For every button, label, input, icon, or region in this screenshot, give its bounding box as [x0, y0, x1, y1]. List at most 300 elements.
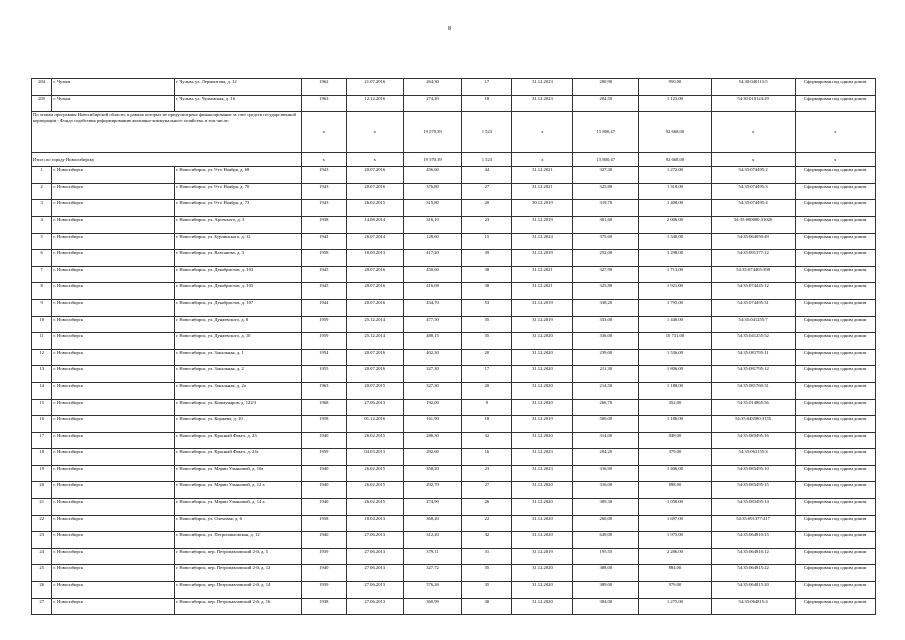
table-row — [32, 95, 876, 112]
cell: 1 523 — [462, 153, 512, 167]
row-cadastral-number: 54:35:083495:14 — [711, 499, 795, 516]
row-residents: 15 — [462, 233, 512, 250]
row-land-status: Сформирован под одним домом — [795, 200, 875, 217]
row-date: 12.12.2016 — [346, 95, 403, 112]
row-address: г. Чулым, ул. Чулымская, д. 16 — [174, 95, 301, 112]
row-land-area: 1 406,00 — [639, 465, 712, 482]
row-date: 27.06.2013 — [346, 582, 403, 599]
row-plan-date: 31.12.2021 — [512, 283, 573, 300]
row-date: 20.07.2016 — [346, 167, 403, 184]
row-number: 12 — [32, 349, 52, 366]
row-cadastral-number: 54:35:064815:20 — [711, 582, 795, 599]
row-number: 2 — [32, 183, 52, 200]
row-area-2: 319,70 — [573, 200, 639, 217]
row-plan-date: 31.12.2023 — [512, 95, 573, 112]
row-area: 192,00 — [403, 399, 462, 416]
cell: 15 800,47 — [573, 112, 639, 153]
row-number: 21 — [32, 499, 52, 516]
table-row — [32, 316, 876, 333]
housing-register-table — [31, 78, 876, 615]
row-area: 292,60 — [403, 449, 462, 466]
table-row — [32, 482, 876, 499]
row-land-area: 1 921,00 — [639, 283, 712, 300]
row-area-2: 327,30 — [573, 167, 639, 184]
row-address: г. Новосибирск, ул. 9-го Ноября, д. 70 — [174, 183, 301, 200]
row-year: 1940 — [301, 465, 346, 482]
row-city: г. Новосибирск — [52, 200, 174, 217]
city-total-row — [32, 153, 876, 167]
row-city: г. Новосибирск — [52, 582, 174, 599]
row-land-status: Сформирован под одним домом — [795, 598, 875, 615]
row-city: г. Чулым — [52, 79, 174, 96]
row-residents: 42 — [462, 532, 512, 549]
row-area: 315,80 — [403, 200, 462, 217]
row-year: 1940 — [301, 499, 346, 516]
row-cadastral-number: 54:35:041255:52 — [711, 333, 795, 350]
row-city: г. Новосибирск — [52, 216, 174, 233]
row-city: г. Новосибирск — [52, 465, 174, 482]
row-land-status: Сформирован под одним домом — [795, 382, 875, 399]
row-address: г. Новосибирск, ул. Декабристов, д. 107 — [174, 299, 301, 316]
row-area-2: 266,70 — [573, 399, 639, 416]
row-number: 205 — [32, 95, 52, 112]
row-land-status: Сформирован под одним домом — [795, 449, 875, 466]
cell: 15 800,47 — [573, 153, 639, 167]
row-area: 128,60 — [403, 233, 462, 250]
row-number: 7 — [32, 266, 52, 283]
row-plan-date: 31.12.2020 — [512, 515, 573, 532]
row-date: 26.02.2015 — [346, 432, 403, 449]
row-date: 26.02.2015 — [346, 200, 403, 217]
row-number: 4 — [32, 216, 52, 233]
row-cadastral-number: 54:35:074495:4 — [711, 200, 795, 217]
row-city: г. Новосибирск — [52, 449, 174, 466]
row-address: г. Новосибирск, ул. Олеховая, д. 6 — [174, 515, 301, 532]
row-area-2: 260,00 — [573, 515, 639, 532]
row-number: 23 — [32, 532, 52, 549]
row-number: 22 — [32, 515, 52, 532]
row-cadastral-number: 54:35:083495:15 — [711, 482, 795, 499]
row-cadastral-number: 54:35:074405:398 — [711, 266, 795, 283]
row-land-area: 848,00 — [639, 432, 712, 449]
row-land-status: Сформирован под одним домом — [795, 299, 875, 316]
row-area: 368,20 — [403, 515, 462, 532]
table-row — [32, 582, 876, 599]
row-address: г. Новосибирск, ул. Зональная, д. 1 — [174, 349, 301, 366]
row-residents: 20 — [462, 349, 512, 366]
cell: x — [711, 153, 795, 167]
cell: 19 570,39 — [403, 112, 462, 153]
row-area-2: 316,90 — [573, 465, 639, 482]
row-year: 1959 — [301, 333, 346, 350]
table-row — [32, 548, 876, 565]
row-plan-date: 31.12.2019 — [512, 416, 573, 433]
row-area-2: 214,50 — [573, 382, 639, 399]
row-land-area: 1 795,00 — [639, 299, 712, 316]
table-row — [32, 565, 876, 582]
row-area-2: 325,80 — [573, 183, 639, 200]
table-row — [32, 167, 876, 184]
row-address: г. Новосибирск, пер. Петропавловский 2-й, д. 5 — [174, 548, 301, 565]
row-address: г. Новосибирск, ул. Коржева, д. 10 — [174, 416, 301, 433]
row-address: г. Новосибирск, ул. Декабристов, д. 103 — [174, 266, 301, 283]
row-area: 376,80 — [403, 183, 462, 200]
row-area-2: 309,30 — [573, 499, 639, 516]
row-residents: 30 — [462, 598, 512, 615]
cell: x — [795, 112, 875, 153]
table-row — [32, 598, 876, 615]
row-address: г. Новосибирск, ул. Арсенього, д. 3 — [174, 216, 301, 233]
cell: x — [346, 153, 403, 167]
row-land-status: Сформирован под одним домом — [795, 416, 875, 433]
row-area-2: 649,00 — [573, 532, 639, 549]
row-area-2: 333,00 — [573, 316, 639, 333]
row-city: г. Новосибирск — [52, 382, 174, 399]
row-address: г. Новосибирск, пер. Петропавловский 2-й, д. 12 — [174, 565, 301, 582]
row-residents: 23 — [462, 465, 512, 482]
row-area: 316,10 — [403, 216, 462, 233]
row-land-area: 1 713,00 — [639, 266, 712, 283]
row-city: г. Новосибирск — [52, 299, 174, 316]
row-date: 26.02.2015 — [346, 482, 403, 499]
row-date: 26.02.2015 — [346, 465, 403, 482]
row-residents: 38 — [462, 266, 512, 283]
row-number: 20 — [32, 482, 52, 499]
row-date: 27.06.2013 — [346, 565, 403, 582]
row-year: 1940 — [301, 532, 346, 549]
cell: 92 668,00 — [639, 112, 712, 153]
row-land-area: 1 340,00 — [639, 233, 712, 250]
table-row — [32, 499, 876, 516]
row-cadastral-number: 54:35:074445:12 — [711, 283, 795, 300]
row-date: 04.03.2013 — [346, 449, 403, 466]
row-date: 26.02.2015 — [346, 499, 403, 516]
row-year: 1939 — [301, 582, 346, 599]
row-date: 14.08.2014 — [346, 216, 403, 233]
table-row — [32, 366, 876, 383]
row-area: 274,20 — [403, 95, 462, 112]
row-year: 1938 — [301, 598, 346, 615]
row-area-2: 314,00 — [573, 432, 639, 449]
row-address: г. Новосибирск, ул. Зональная, д. 2 — [174, 366, 301, 383]
cell: x — [711, 112, 795, 153]
row-address: г. Новосибирск, ул. Вахтанова, д. 3 — [174, 250, 301, 267]
row-residents: 35 — [462, 316, 512, 333]
row-area-2: 375,60 — [573, 233, 639, 250]
row-land-area: 352,00 — [639, 399, 712, 416]
row-year: 1963 — [301, 382, 346, 399]
row-cadastral-number: 54:35:083495:16 — [711, 432, 795, 449]
row-cadastral-number: 54:35:083495:10 — [711, 465, 795, 482]
row-area-2: 204,20 — [573, 449, 639, 466]
row-land-area: 3 298,00 — [639, 250, 712, 267]
row-cadastral-number: 54:30:010124:29 — [711, 95, 795, 112]
row-address: г. Новосибирск, ул. Красный Факел, д. 23 — [174, 432, 301, 449]
row-address: г. Новосибирск, ул. 9-го Ноября, д. 73 — [174, 200, 301, 217]
cell: 92 668,00 — [639, 153, 712, 167]
row-plan-date: 31.12.2020 — [512, 399, 573, 416]
row-land-status: Сформирован под одним домом — [795, 79, 875, 96]
row-area: 327,30 — [403, 382, 462, 399]
row-cadastral-number: 54:35:063155:3 — [711, 449, 795, 466]
row-city: г. Новосибирск — [52, 515, 174, 532]
row-land-area: 1 058,00 — [639, 499, 712, 516]
row-number: 3 — [32, 200, 52, 217]
row-residents: 23 — [462, 216, 512, 233]
row-year: 1942 — [301, 233, 346, 250]
row-year: 1943 — [301, 183, 346, 200]
row-plan-date: 31.12.2019 — [512, 299, 573, 316]
row-year: 1938 — [301, 216, 346, 233]
row-area-2: 204,50 — [573, 95, 639, 112]
row-cadastral-number: 54:35:064810:12 — [711, 548, 795, 565]
page-number: 8 — [448, 26, 451, 32]
row-plan-date: 31.12.2020 — [512, 499, 573, 516]
row-land-status: Сформирован под одним домом — [795, 399, 875, 416]
row-residents: 17 — [462, 366, 512, 383]
row-land-status: Сформирован под одним домом — [795, 250, 875, 267]
row-area-2: 384,00 — [573, 598, 639, 615]
row-cadastral-number: 54:35:091377:417 — [711, 515, 795, 532]
row-city: г. Новосибирск — [52, 432, 174, 449]
row-address: г. Новосибирск, ул. Дунаевского, д. 10 — [174, 333, 301, 350]
row-city: г. Новосибирск — [52, 416, 174, 433]
row-land-area: 1 275,00 — [639, 598, 712, 615]
table-row — [32, 349, 876, 366]
row-year: 1954 — [301, 349, 346, 366]
row-year: 1939 — [301, 548, 346, 565]
row-land-status: Сформирован под одним домом — [795, 548, 875, 565]
row-plan-date: 31.12.2020 — [512, 598, 573, 615]
row-year: 1944 — [301, 299, 346, 316]
row-residents: 32 — [462, 432, 512, 449]
row-area: 488,15 — [403, 333, 462, 350]
row-date: 27.06.2013 — [346, 548, 403, 565]
row-plan-date: 31.12.2024 — [512, 233, 573, 250]
table-row — [32, 233, 876, 250]
row-city: г. Новосибирск — [52, 333, 174, 350]
row-land-area: 1 272,00 — [639, 167, 712, 184]
row-area-2: 338,20 — [573, 299, 639, 316]
row-land-status: Сформирован под одним домом — [795, 95, 875, 112]
row-area: 477,50 — [403, 316, 462, 333]
row-area-2: 389,00 — [573, 582, 639, 599]
table-row — [32, 449, 876, 466]
row-address: г. Новосибирск, пер. Петропавловский 2-й, д. 16 — [174, 598, 301, 615]
row-plan-date: 31.12.2020 — [512, 482, 573, 499]
row-number: 25 — [32, 565, 52, 582]
table-row — [32, 200, 876, 217]
table-row — [32, 515, 876, 532]
row-city: г. Новосибирск — [52, 366, 174, 383]
row-residents: 22 — [462, 515, 512, 532]
row-area-2: 200,90 — [573, 79, 639, 96]
row-land-status: Сформирован под одним домом — [795, 233, 875, 250]
row-address: г. Новосибирск, ул. 9-го Ноября, д. 68 — [174, 167, 301, 184]
row-area: 286,30 — [403, 432, 462, 449]
row-cadastral-number: 54:35:064050:49 — [711, 233, 795, 250]
row-cadastral-number: 54:35:064810:15 — [711, 532, 795, 549]
row-land-status: Сформирован под одним домом — [795, 482, 875, 499]
row-address: г. Новосибирск, ул. Марии Ульяновой, д. 14 а — [174, 499, 301, 516]
row-number: 27 — [32, 598, 52, 615]
row-year: 1958 — [301, 416, 346, 433]
table-row — [32, 333, 876, 350]
row-address: г. Новосибирск, ул. Красный Факел, д. 24г — [174, 449, 301, 466]
row-plan-date: 31.12.2020 — [512, 582, 573, 599]
row-plan-date: 31.12.2020 — [512, 382, 573, 399]
row-cadastral-number: 54:35:091377:12 — [711, 250, 795, 267]
row-area: 358,20 — [403, 465, 462, 482]
row-land-status: Сформирован под одним домом — [795, 432, 875, 449]
row-area: 456,60 — [403, 167, 462, 184]
row-land-area: 1 697,00 — [639, 515, 712, 532]
row-land-area: 979,00 — [639, 582, 712, 599]
row-area-2: 252,00 — [573, 250, 639, 267]
row-cadastral-number: 54:35:000000:31020 — [711, 216, 795, 233]
row-land-status: Сформирован под одним домом — [795, 333, 875, 350]
row-year: 1943 — [301, 167, 346, 184]
row-number: 5 — [32, 233, 52, 250]
cell: x — [512, 153, 573, 167]
table-row — [32, 416, 876, 433]
row-cadastral-number: 54:35:074495:3 — [711, 183, 795, 200]
row-year: 1968 — [301, 399, 346, 416]
row-address: г. Новосибирск, ул. Зональная, д. 2а — [174, 382, 301, 399]
row-cadastral-number: 54:35:064815:22 — [711, 565, 795, 582]
row-plan-date: 31.12.2020 — [512, 565, 573, 582]
row-plan-date: 31.12.2021 — [512, 183, 573, 200]
row-date: 27.06.2013 — [346, 399, 403, 416]
row-year: 1940 — [301, 432, 346, 449]
row-residents: 18 — [462, 416, 512, 433]
row-land-area: 10 731,00 — [639, 333, 712, 350]
row-number: 13 — [32, 366, 52, 383]
row-number: 14 — [32, 382, 52, 399]
row-address: г. Новосибирск, пер. Петропавловский 2-й, д. 14 — [174, 582, 301, 599]
row-land-status: Сформирован под одним домом — [795, 582, 875, 599]
row-date: 20.07.2016 — [346, 266, 403, 283]
row-cadastral-number: 54:35:043580:3155 — [711, 416, 795, 433]
row-land-area: 1 186,00 — [639, 416, 712, 433]
row-cadastral-number: 54:35:074495:31 — [711, 299, 795, 316]
row-city: г. Новосибирск — [52, 532, 174, 549]
cell: x — [346, 112, 403, 153]
row-area-2: 336,00 — [573, 333, 639, 350]
row-land-status: Сформирован под одним домом — [795, 565, 875, 582]
row-city: г. Чулым — [52, 95, 174, 112]
row-residents: 44 — [462, 167, 512, 184]
row-plan-date: 31.12.2021 — [512, 266, 573, 283]
row-land-area: 1 123,00 — [639, 95, 712, 112]
row-date: 20.07.2016 — [346, 283, 403, 300]
row-area: 161,90 — [403, 416, 462, 433]
row-cadastral-number: 54:35:074495:2 — [711, 167, 795, 184]
row-date: 21.07.2016 — [346, 79, 403, 96]
row-city: г. Новосибирск — [52, 283, 174, 300]
row-area-2: 325,80 — [573, 283, 639, 300]
row-land-area: 1 975,00 — [639, 532, 712, 549]
row-residents: 27 — [462, 183, 512, 200]
row-land-status: Сформирован под одним домом — [795, 266, 875, 283]
row-year: 1945 — [301, 283, 346, 300]
row-cadastral-number: 54:35:081760:31 — [711, 382, 795, 399]
row-number: 17 — [32, 432, 52, 449]
row-residents: 35 — [462, 333, 512, 350]
row-area-2: 500,00 — [573, 416, 639, 433]
row-year: 1958 — [301, 250, 346, 267]
table-row — [32, 399, 876, 416]
row-number: 11 — [32, 333, 52, 350]
row-number: 9 — [32, 299, 52, 316]
row-number: 1 — [32, 167, 52, 184]
row-cadastral-number: 54:35:064815:4 — [711, 598, 795, 615]
row-date: 26.07.2014 — [346, 233, 403, 250]
table-row — [32, 183, 876, 200]
cell: x — [301, 153, 346, 167]
row-land-status: Сформирован под одним домом — [795, 532, 875, 549]
row-plan-date: 30.12.2019 — [512, 200, 573, 217]
row-city: г. Новосибирск — [52, 482, 174, 499]
row-cadastral-number: 54:35:014865:56 — [711, 399, 795, 416]
row-land-area: 1 188,00 — [639, 382, 712, 399]
row-residents: 27 — [462, 482, 512, 499]
row-plan-date: 31.12.2021 — [512, 167, 573, 184]
row-plan-date: 31.12.2020 — [512, 432, 573, 449]
row-date: 20.07.2016 — [346, 349, 403, 366]
row-residents: 35 — [462, 582, 512, 599]
row-land-area: 1 806,00 — [639, 366, 712, 383]
row-address: г. Новосибирск, ул. Коммунаров, д. 122/3 — [174, 399, 301, 416]
row-address: г. Чулым, ул. Лермонтова, д. 12 — [174, 79, 301, 96]
row-area-2: 388,00 — [573, 565, 639, 582]
row-date: 27.06.2013 — [346, 532, 403, 549]
table-row — [32, 532, 876, 549]
row-date: 01.12.2016 — [346, 416, 403, 433]
row-plan-date: 31.12.2019 — [512, 316, 573, 333]
row-year: 1940 — [301, 482, 346, 499]
row-year: 1963 — [301, 95, 346, 112]
row-cadastral-number: 54:35:081795:11 — [711, 349, 795, 366]
row-area: 416,08 — [403, 283, 462, 300]
row-plan-date: 31.12.2020 — [512, 349, 573, 366]
row-area: 292,70 — [403, 482, 462, 499]
row-number: 19 — [32, 465, 52, 482]
row-land-status: Сформирован под одним домом — [795, 283, 875, 300]
row-year: 1945 — [301, 266, 346, 283]
row-area-2: 327,90 — [573, 266, 639, 283]
row-area-2: 316,00 — [573, 482, 639, 499]
row-area: 264,30 — [403, 79, 462, 96]
row-area: 379,11 — [403, 548, 462, 565]
row-land-area: 950,00 — [639, 79, 712, 96]
row-address: г. Новосибирск, ул. Дунаевского, д. 8 — [174, 316, 301, 333]
row-residents: 20 — [462, 200, 512, 217]
row-land-status: Сформирован под одним домом — [795, 366, 875, 383]
row-land-area: 1 536,00 — [639, 349, 712, 366]
row-number: 204 — [32, 79, 52, 96]
row-number: 6 — [32, 250, 52, 267]
cell: x — [795, 153, 875, 167]
row-land-status: Сформирован под одним домом — [795, 167, 875, 184]
row-area-2: 211,30 — [573, 366, 639, 383]
program-summary-row — [32, 112, 876, 153]
row-plan-date: 31.12.2020 — [512, 532, 573, 549]
row-cadastral-number: 54:35:081795:12 — [711, 366, 795, 383]
row-area: 434,70 — [403, 299, 462, 316]
row-plan-date: 31.12.2019 — [512, 548, 573, 565]
table-row — [32, 266, 876, 283]
